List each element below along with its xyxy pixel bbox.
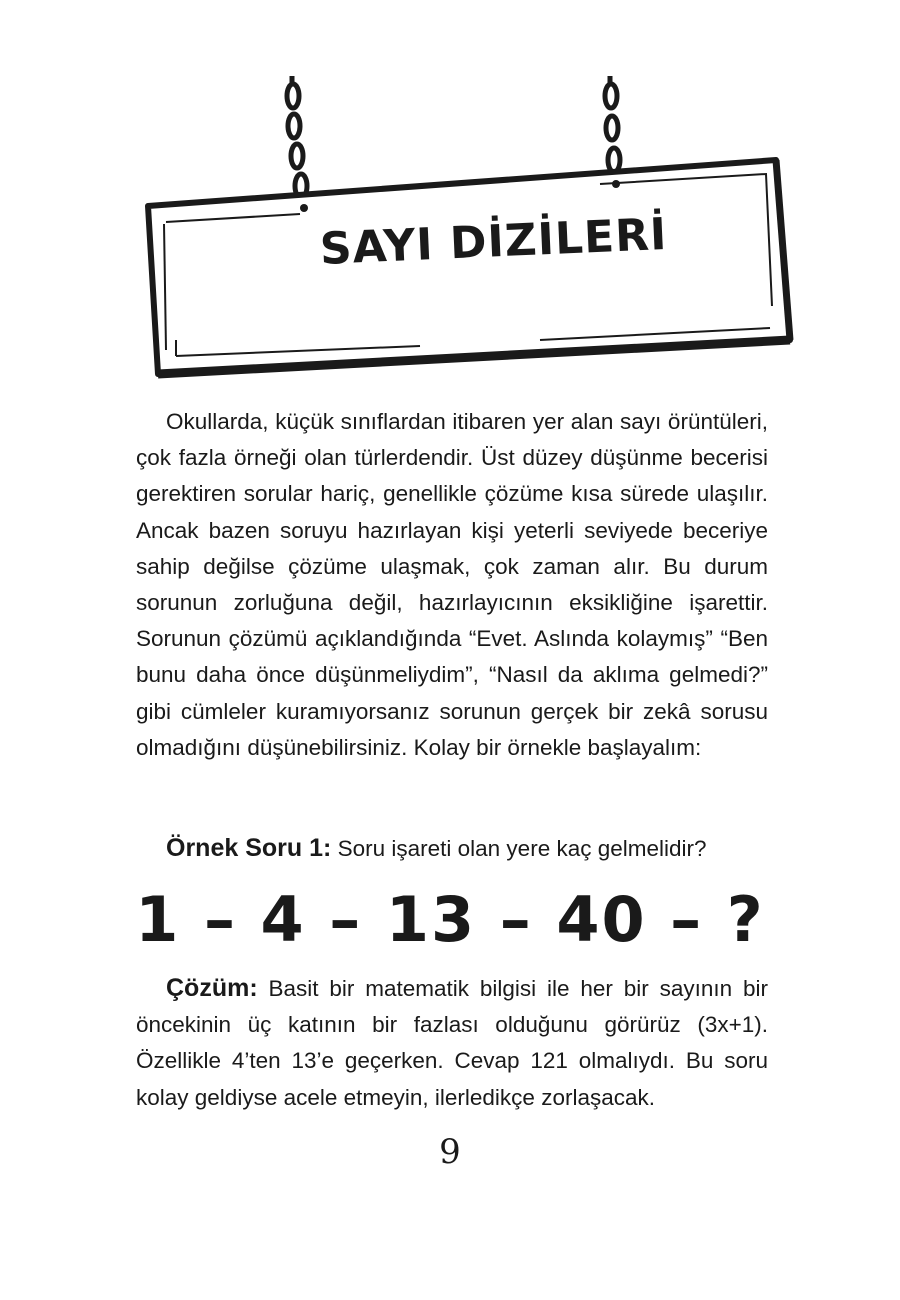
left-chain-icon [287,76,307,208]
page-title: SAYI DİZİLERİ [318,208,669,275]
solution-paragraph [136,970,768,1116]
solution-label: Çözüm: [166,974,258,1002]
example-question [166,830,806,867]
question-label: Örnek Soru 1: [166,834,332,862]
page-number: 9 [439,1132,461,1172]
solution-text: Basit bir matematik bilgisi ile her bir sayının bir öncekinin üç katının bir fazlası olduğunu görürüz (3x+1). Özellikle 4’ten 13’e geçerken. Cevap 121 olmalıydı. Bu soru kolay geldiyse acele etmeyin, ilerledikçe zorlaşacak. [136,976,768,1110]
intro-paragraph: Okullarda, küçük sınıflardan itibaren yer alan sayı örüntüleri, çok fazla örneği olan türlerdendir. Üst düzey düşünme becerisi gerektiren sorular hariç, genellikle çözüme kısa sürede ulaşılır. Ancak bazen soruyu hazırlayan kişi yeterli seviyede beceriye sahip değilse çözüme ulaşmak, çok zaman alır. Bu durum sorunun zorluğuna değil, hazırlayıcının eksikliğine işarettir. Sorunun çözümü açıklandığında “Evet. Aslında kolaymış” “Ben bunu daha önce düşünmeliydim”, “Nasıl da aklıma gelmedi?” gibi cümleler kuramıyorsanız sorunun gerçek bir zekâ sorusu olmadığını düşünebilirsiniz. Kolay bir örnekle başlayalım: [136,409,768,760]
hanging-sign [0,0,900,400]
number-sequence: 1 – 4 – 13 – 40 – ? [135,883,765,956]
right-chain-icon [605,76,620,184]
hanging-sign-drawing [0,0,900,400]
question-text: Soru işareti olan yere kaç gelmelidir? [337,836,707,861]
